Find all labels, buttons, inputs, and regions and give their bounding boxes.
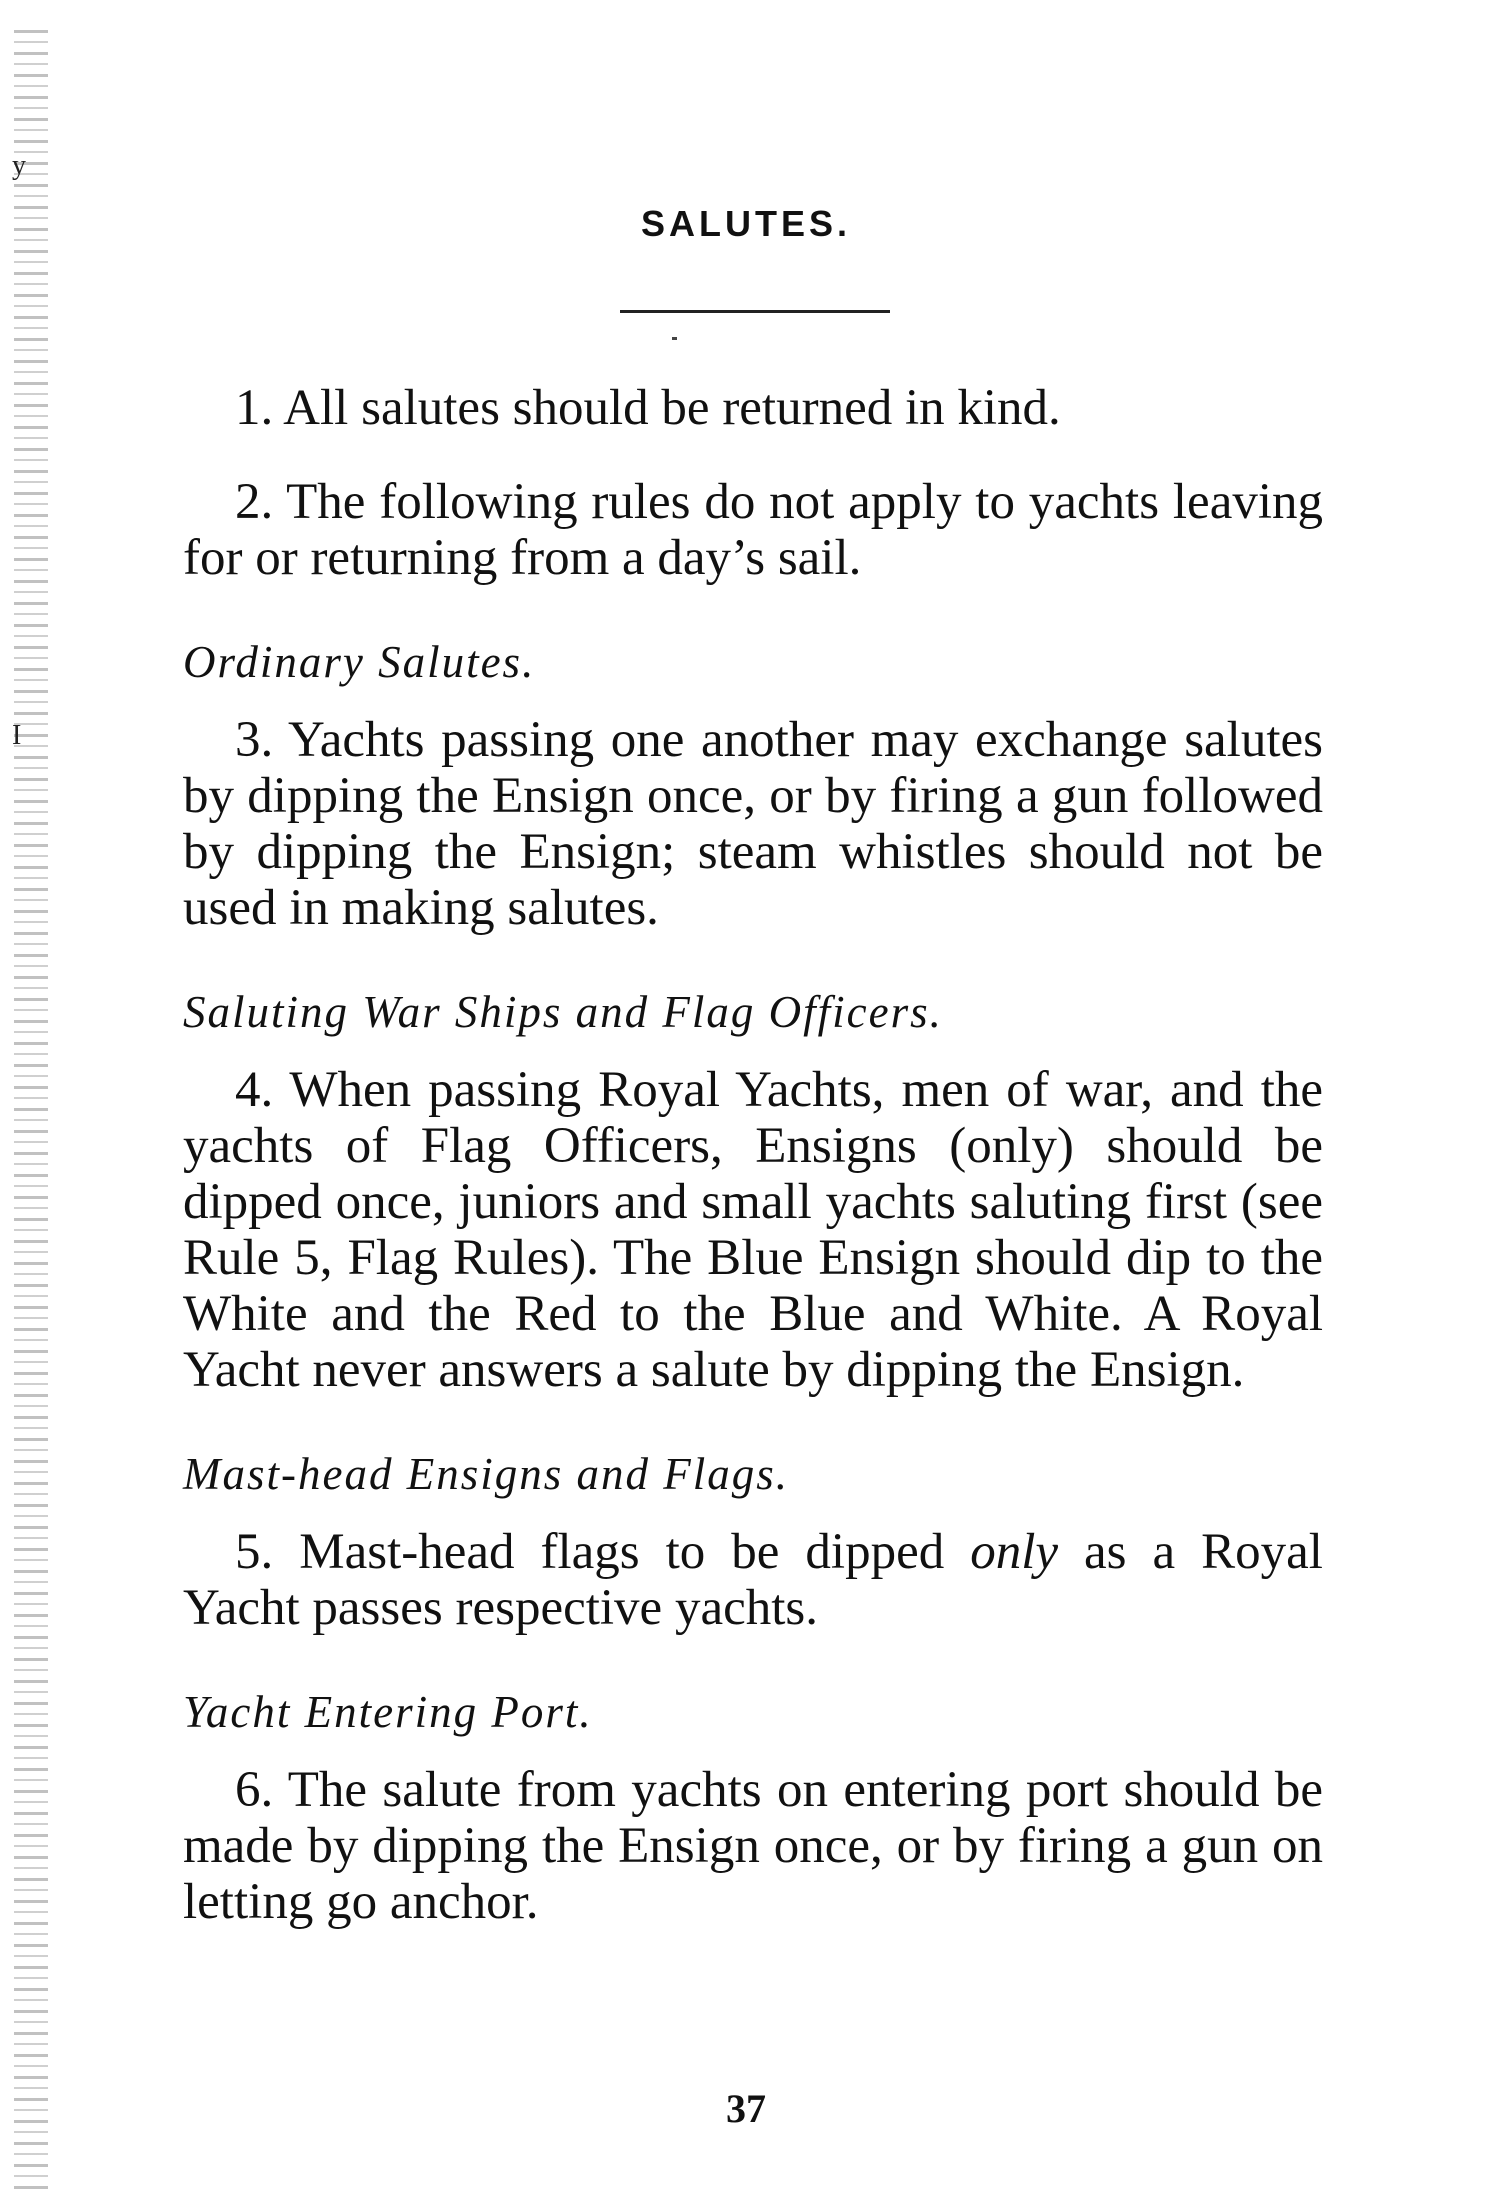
page-number: 37	[726, 2086, 766, 2131]
margin-mark-top: y	[12, 150, 26, 181]
rule-5-paragraph	[183, 1524, 1323, 1636]
section-title-yacht-entering-port: Yacht Entering Port.	[183, 1687, 593, 1737]
margin-mark-middle: I	[12, 720, 22, 751]
section-title-ordinary-salutes: Ordinary Salutes.	[183, 637, 536, 687]
rule-ornament	[672, 337, 677, 340]
page-content	[183, 380, 1323, 1930]
page-heading: SALUTES.	[640, 203, 851, 244]
rule-5-text-start: 5. Mast-head flags to be dipped	[235, 1524, 971, 1580]
section-title-saluting-war-ships: Saluting War Ships and Flag Officers.	[183, 987, 943, 1037]
rule-6-paragraph: 6. The salute from yachts on entering port should be made by dipping the Ensign once, or by firing a gun on letting go anchor.	[183, 1762, 1323, 1930]
rule-4-paragraph: 4. When passing Royal Yachts, men of war, and the yachts of Flag Officers, Ensigns (only) should be dipped once, juniors and small yachts saluting first (see Rule 5, Flag Rules). The Blue Ensign should dip to the White and the Red to the Blue and White. A Royal Yacht never answers a salute by dipping the Ensign.	[183, 1062, 1323, 1398]
rule-2-paragraph: 2. The following rules do not apply to yachts leaving for or returning from a day’s sail.	[183, 474, 1323, 586]
rule-5-emphasis: only	[970, 1524, 1059, 1580]
rule-3-paragraph: 3. Yachts passing one another may exchange salutes by dipping the Ensign once, or by firing a gun followed by dipping the Ensign; steam whistles should not be used in making salutes.	[183, 712, 1323, 936]
rule-5-text-end: as a Royal Yacht passes respective yachts.	[183, 1524, 1323, 1636]
rule-1-paragraph: 1. All salutes should be returned in kind.	[235, 380, 1061, 436]
heading-rule	[620, 310, 890, 313]
section-title-mast-head-ensigns: Mast-head Ensigns and Flags.	[183, 1449, 789, 1499]
binding-edge	[14, 30, 48, 2190]
